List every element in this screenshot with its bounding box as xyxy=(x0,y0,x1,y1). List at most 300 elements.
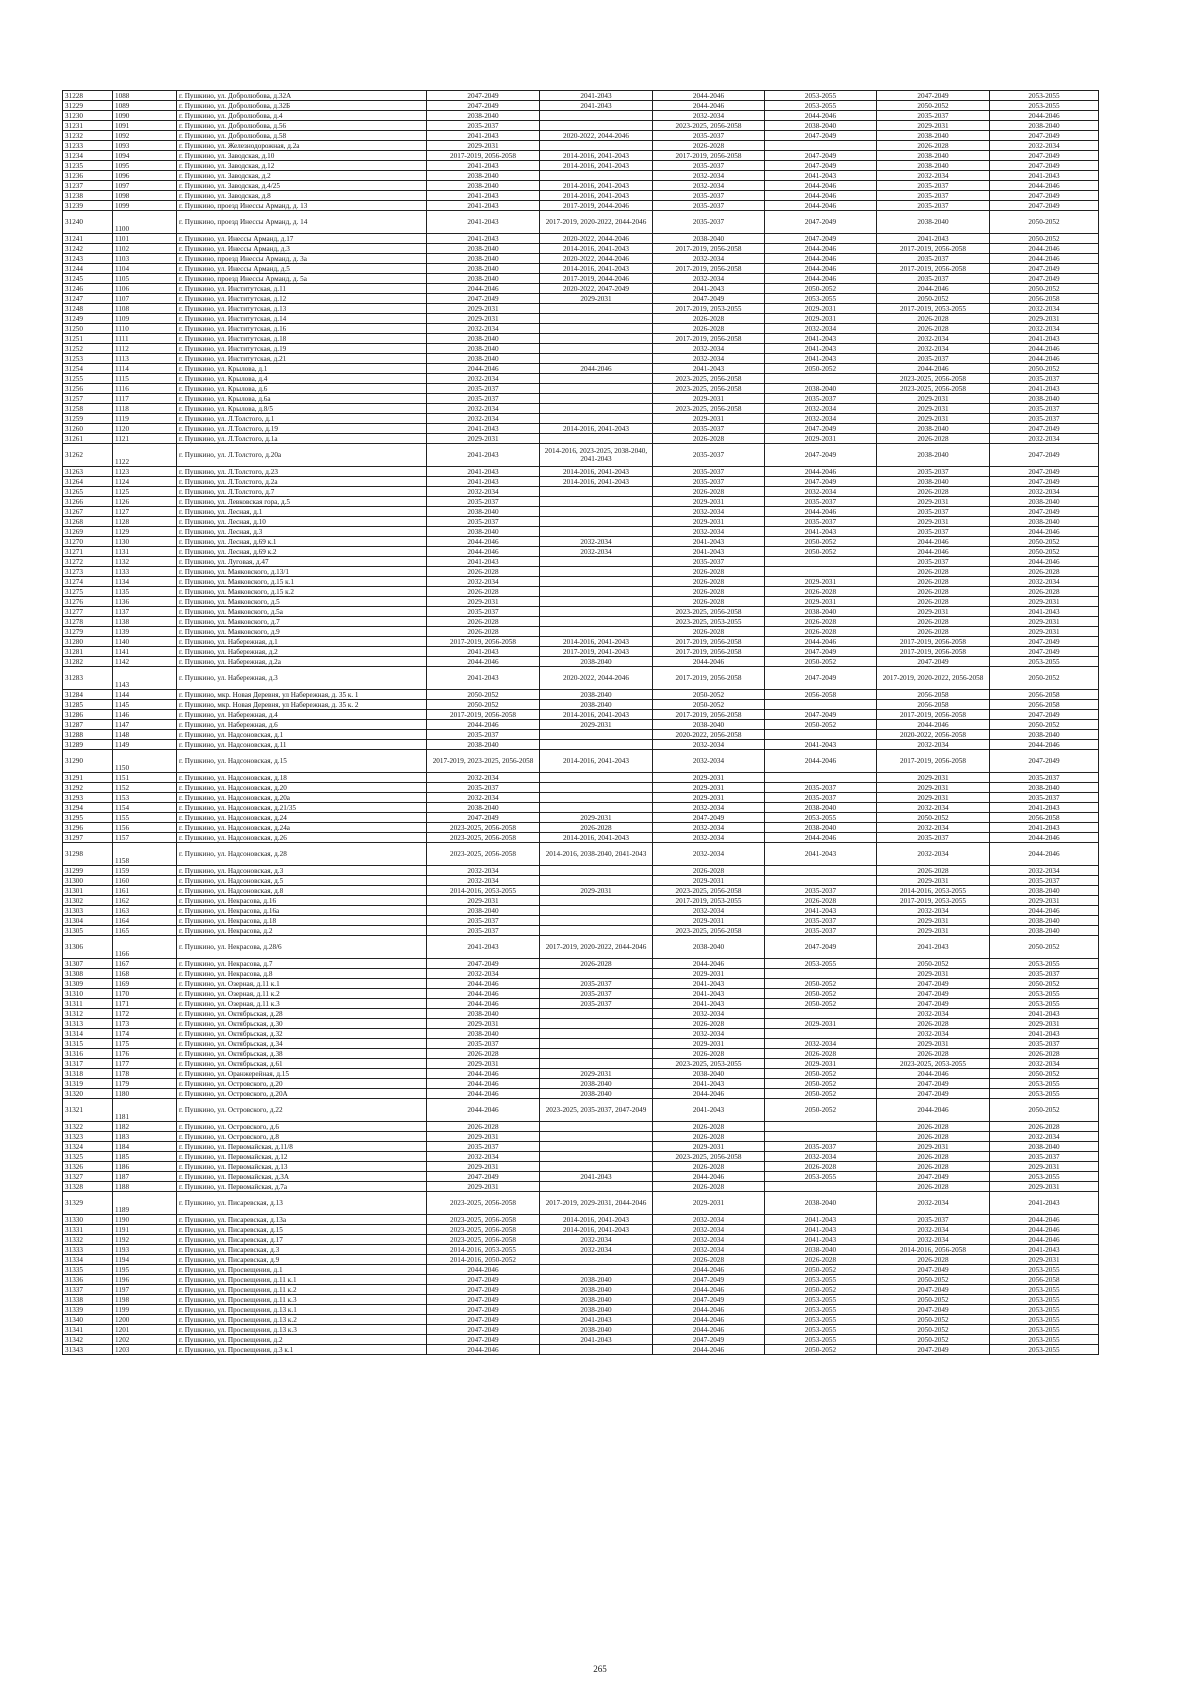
table-cell: 2041-2043 xyxy=(427,234,540,244)
table-cell: 2041-2043 xyxy=(653,537,765,547)
table-cell: 2053-2055 xyxy=(990,1335,1099,1345)
table-cell: 31334 xyxy=(63,1255,113,1265)
table-cell: г. Пушкино, ул. Крылова, д.8/5 xyxy=(177,404,427,414)
table-cell: 1173 xyxy=(113,1019,177,1029)
table-cell: 31281 xyxy=(63,647,113,657)
table-cell: 2017-2019, 2056-2058 xyxy=(877,244,990,254)
table-cell: г. Пушкино, ул. Оранжерейная, д.15 xyxy=(177,1069,427,1079)
table-row xyxy=(63,710,1099,720)
table-row xyxy=(63,1152,1099,1162)
table-cell: 31269 xyxy=(63,527,113,537)
table-row xyxy=(63,1089,1099,1099)
table-cell: 1163 xyxy=(113,906,177,916)
table-cell xyxy=(765,876,877,886)
table-cell: 2047-2049 xyxy=(653,1335,765,1345)
table-body xyxy=(63,91,1099,1355)
table-cell: 2047-2049 xyxy=(990,444,1099,467)
table-cell: 2032-2034 xyxy=(427,414,540,424)
table-cell: 2026-2028 xyxy=(877,434,990,444)
table-row xyxy=(63,1315,1099,1325)
table-cell: 2038-2040 xyxy=(990,926,1099,936)
table-cell: 2032-2034 xyxy=(653,833,765,843)
table-cell: 2041-2043 xyxy=(990,1009,1099,1019)
table-cell: 1133 xyxy=(113,567,177,577)
table-cell: 2050-2052 xyxy=(877,1315,990,1325)
table-cell: 1122 xyxy=(113,444,177,467)
table-cell: 2044-2046 xyxy=(427,284,540,294)
table-cell: 1174 xyxy=(113,1029,177,1039)
table-cell: 2032-2034 xyxy=(765,414,877,424)
table-cell: г. Пушкино, ул. Островского, д.22 xyxy=(177,1099,427,1122)
table-cell xyxy=(765,1029,877,1039)
table-cell: 2038-2040 xyxy=(765,384,877,394)
table-cell: 31309 xyxy=(63,979,113,989)
table-cell xyxy=(540,1182,653,1192)
table-cell: 2053-2055 xyxy=(765,294,877,304)
table-cell: 31228 xyxy=(63,91,113,101)
table-cell: 2038-2040 xyxy=(653,1069,765,1079)
table-cell: 2029-2031 xyxy=(765,597,877,607)
table-cell: 2044-2046 xyxy=(765,111,877,121)
table-cell: 2044-2046 xyxy=(653,91,765,101)
table-cell: г. Пушкино, ул. Писаревская, д.3 xyxy=(177,1245,427,1255)
table-cell: 2035-2037 xyxy=(653,424,765,434)
table-cell: 2041-2043 xyxy=(427,936,540,959)
table-cell xyxy=(540,587,653,597)
table-cell: г. Пушкино, ул. Озерная, д.11 к.3 xyxy=(177,999,427,1009)
table-cell: 2044-2046 xyxy=(653,1285,765,1295)
table-cell: 2041-2043 xyxy=(765,334,877,344)
table-cell: 2029-2031 xyxy=(877,607,990,617)
table-cell: 2032-2034 xyxy=(540,547,653,557)
table-cell: г. Пушкино, ул. Институтская, д.21 xyxy=(177,354,427,364)
table-cell: 2038-2040 xyxy=(540,1079,653,1089)
table-cell: 1198 xyxy=(113,1295,177,1305)
table-cell: 2014-2016, 2041-2043 xyxy=(540,1215,653,1225)
table-cell: 2038-2040 xyxy=(990,730,1099,740)
table-cell: 2029-2031 xyxy=(653,1192,765,1215)
table-row xyxy=(63,813,1099,823)
table-cell: 2038-2040 xyxy=(990,916,1099,926)
table-cell: 2044-2046 xyxy=(765,507,877,517)
table-cell: 2050-2052 xyxy=(765,537,877,547)
table-cell: 2029-2031 xyxy=(990,627,1099,637)
table-cell: 2035-2037 xyxy=(765,783,877,793)
table-cell: 1144 xyxy=(113,690,177,700)
table-cell: 1105 xyxy=(113,274,177,284)
table-cell: 1131 xyxy=(113,547,177,557)
table-cell: 2035-2037 xyxy=(877,527,990,537)
table-cell: 2035-2037 xyxy=(877,111,990,121)
table-cell: 1127 xyxy=(113,507,177,517)
table-cell: 1093 xyxy=(113,141,177,151)
table-cell: 2017-2019, 2023-2025, 2056-2058 xyxy=(427,750,540,773)
table-cell: 2050-2052 xyxy=(765,657,877,667)
table-cell: 2029-2031 xyxy=(877,1142,990,1152)
table-cell: 2047-2049 xyxy=(653,294,765,304)
table-cell: 31300 xyxy=(63,876,113,886)
table-cell: 2017-2019, 2056-2058 xyxy=(427,637,540,647)
table-cell: 2050-2052 xyxy=(765,1089,877,1099)
table-cell: 2044-2046 xyxy=(990,557,1099,567)
table-cell: 2029-2031 xyxy=(765,577,877,587)
table-cell: 2047-2049 xyxy=(427,1335,540,1345)
table-cell: 1128 xyxy=(113,517,177,527)
table-cell: г. Пушкино, ул. Надсоновская, д.21/35 xyxy=(177,803,427,813)
table-cell: 2044-2046 xyxy=(877,547,990,557)
table-cell: 2050-2052 xyxy=(990,537,1099,547)
table-cell: 2038-2040 xyxy=(877,211,990,234)
table-cell: 2023-2025, 2053-2055 xyxy=(653,617,765,627)
table-cell: 31301 xyxy=(63,886,113,896)
table-row xyxy=(63,1325,1099,1335)
table-cell: 2044-2046 xyxy=(990,906,1099,916)
table-cell: 1185 xyxy=(113,1152,177,1162)
table-cell: 31312 xyxy=(63,1009,113,1019)
table-cell xyxy=(765,557,877,567)
table-cell: 2050-2052 xyxy=(765,1265,877,1275)
table-cell: 2038-2040 xyxy=(877,151,990,161)
table-cell: г. Пушкино, ул. Лесная, д.3 xyxy=(177,527,427,537)
table-cell: г. Пушкино, ул. Л.Толстого, д.1 xyxy=(177,414,427,424)
table-cell: 2020-2022, 2044-2046 xyxy=(540,254,653,264)
table-cell: 2044-2046 xyxy=(427,1099,540,1122)
table-cell: 2026-2028 xyxy=(653,567,765,577)
table-cell: 1096 xyxy=(113,171,177,181)
table-cell: 2050-2052 xyxy=(427,690,540,700)
table-cell: 2032-2034 xyxy=(427,773,540,783)
table-cell: г. Пушкино, ул. Островского, д.6 xyxy=(177,1122,427,1132)
table-cell: 2050-2052 xyxy=(990,936,1099,959)
table-cell: 2032-2034 xyxy=(653,803,765,813)
table-cell: 2032-2034 xyxy=(653,274,765,284)
table-cell: 2044-2046 xyxy=(765,244,877,254)
table-cell: г. Пушкино, ул. Маяковского, д.5 xyxy=(177,597,427,607)
table-cell: 2050-2052 xyxy=(990,211,1099,234)
table-row xyxy=(63,690,1099,700)
table-cell: 2047-2049 xyxy=(653,813,765,823)
table-row xyxy=(63,597,1099,607)
table-row xyxy=(63,111,1099,121)
table-cell: 2047-2049 xyxy=(427,959,540,969)
table-cell: 1094 xyxy=(113,151,177,161)
table-cell: 1142 xyxy=(113,657,177,667)
table-cell: г. Пушкино, ул. Инессы Арманд, д.3 xyxy=(177,244,427,254)
table-cell: 31316 xyxy=(63,1049,113,1059)
table-cell: 2017-2019, 2056-2058 xyxy=(653,647,765,657)
table-cell: 2032-2034 xyxy=(427,324,540,334)
table-cell: 31331 xyxy=(63,1225,113,1235)
table-cell: 2029-2031 xyxy=(653,497,765,507)
table-cell: 31249 xyxy=(63,314,113,324)
table-cell: 2038-2040 xyxy=(427,334,540,344)
table-cell: 2032-2034 xyxy=(990,487,1099,497)
table-cell: 2026-2028 xyxy=(427,617,540,627)
table-cell: 2047-2049 xyxy=(877,999,990,1009)
table-cell: г. Пушкино, ул. Надсоновская, д.26 xyxy=(177,833,427,843)
table-cell: 2053-2055 xyxy=(765,1305,877,1315)
table-cell: 2041-2043 xyxy=(427,557,540,567)
table-cell: 31336 xyxy=(63,1275,113,1285)
table-cell: г. Пушкино, ул. Октябрьская, д.32 xyxy=(177,1029,427,1039)
table-row xyxy=(63,557,1099,567)
table-cell: 1132 xyxy=(113,557,177,567)
table-row xyxy=(63,1019,1099,1029)
table-cell: 2032-2034 xyxy=(653,1225,765,1235)
table-cell: 2035-2037 xyxy=(877,507,990,517)
table-cell: 31335 xyxy=(63,1265,113,1275)
table-cell: г. Пушкино, проезд Инессы Арманд, д. 14 xyxy=(177,211,427,234)
table-cell: г. Пушкино, ул. Надсоновская, д.18 xyxy=(177,773,427,783)
table-row xyxy=(63,959,1099,969)
table-cell: 31231 xyxy=(63,121,113,131)
table-cell: 2023-2025, 2056-2058 xyxy=(427,1225,540,1235)
table-cell: 2047-2049 xyxy=(765,477,877,487)
table-cell: 1179 xyxy=(113,1079,177,1089)
table-cell: 1160 xyxy=(113,876,177,886)
table-cell: 2038-2040 xyxy=(765,1192,877,1215)
table-cell: 1188 xyxy=(113,1182,177,1192)
table-cell: 2047-2049 xyxy=(990,750,1099,773)
table-cell: 2014-2016, 2023-2025, 2038-2040, 2041-2043 xyxy=(540,444,653,467)
table-cell: г. Пушкино, ул. Крылова, д.6 xyxy=(177,384,427,394)
table-cell: 31236 xyxy=(63,171,113,181)
table-cell: 2038-2040 xyxy=(540,690,653,700)
table-row xyxy=(63,823,1099,833)
table-cell: 1135 xyxy=(113,587,177,597)
table-cell: 2035-2037 xyxy=(765,394,877,404)
table-cell: 31329 xyxy=(63,1192,113,1215)
table-cell: г. Пушкино, ул. Просвещения, д.13 к.3 xyxy=(177,1325,427,1335)
table-cell xyxy=(765,700,877,710)
table-cell: 2044-2046 xyxy=(765,264,877,274)
table-cell: 31307 xyxy=(63,959,113,969)
table-cell: 2029-2031 xyxy=(877,876,990,886)
table-cell: 2041-2043 xyxy=(765,171,877,181)
table-cell: 1141 xyxy=(113,647,177,657)
table-cell: 2017-2019, 2053-2055 xyxy=(877,304,990,314)
table-row xyxy=(63,364,1099,374)
table-cell: 2047-2049 xyxy=(765,647,877,657)
table-cell: г. Пушкино, ул. Просвещения, д.11 к.1 xyxy=(177,1275,427,1285)
table-cell: 2026-2028 xyxy=(427,587,540,597)
table-cell: 2032-2034 xyxy=(765,1152,877,1162)
table-row xyxy=(63,783,1099,793)
table-cell: 31264 xyxy=(63,477,113,487)
table-cell: 2041-2043 xyxy=(765,1225,877,1235)
table-cell: 2041-2043 xyxy=(765,1235,877,1245)
table-cell: 2047-2049 xyxy=(427,1295,540,1305)
table-cell: 2032-2034 xyxy=(877,171,990,181)
table-cell: 2026-2028 xyxy=(877,627,990,637)
table-cell: 2017-2019, 2056-2058 xyxy=(877,710,990,720)
table-cell: 2041-2043 xyxy=(990,1245,1099,1255)
table-cell: 1202 xyxy=(113,1335,177,1345)
table-cell: 2047-2049 xyxy=(877,1089,990,1099)
table-cell: 2029-2031 xyxy=(427,1019,540,1029)
table-cell: 2032-2034 xyxy=(653,527,765,537)
table-row xyxy=(63,1285,1099,1295)
table-cell: 2026-2028 xyxy=(653,866,765,876)
table-cell: 2035-2037 xyxy=(765,497,877,507)
table-cell: 31265 xyxy=(63,487,113,497)
table-cell: 1166 xyxy=(113,936,177,959)
table-cell: 2044-2046 xyxy=(427,547,540,557)
table-cell: 2026-2028 xyxy=(653,1122,765,1132)
table-cell: 2029-2031 xyxy=(877,1039,990,1049)
table-cell: 2026-2028 xyxy=(427,1122,540,1132)
table-row xyxy=(63,1235,1099,1245)
table-cell: 31271 xyxy=(63,547,113,557)
table-cell: 2026-2028 xyxy=(540,959,653,969)
table-cell: 2047-2049 xyxy=(765,710,877,720)
table-cell: 2035-2037 xyxy=(990,793,1099,803)
table-cell: 2026-2028 xyxy=(653,1019,765,1029)
table-cell: 1137 xyxy=(113,607,177,617)
table-cell: 2035-2037 xyxy=(653,161,765,171)
table-cell: 1158 xyxy=(113,843,177,866)
table-cell: 1157 xyxy=(113,833,177,843)
table-cell: г. Пушкино, ул. Добролюбова, д.56 xyxy=(177,121,427,131)
table-cell xyxy=(540,1132,653,1142)
table-cell: 2044-2046 xyxy=(990,244,1099,254)
table-cell: 2041-2043 xyxy=(990,334,1099,344)
table-cell: 2050-2052 xyxy=(990,667,1099,690)
table-cell: 2056-2058 xyxy=(765,690,877,700)
table-cell: 2053-2055 xyxy=(990,1285,1099,1295)
table-cell: 2038-2040 xyxy=(877,424,990,434)
table-cell: 31282 xyxy=(63,657,113,667)
table-cell xyxy=(540,394,653,404)
table-cell: 2029-2031 xyxy=(653,793,765,803)
table-cell: 2029-2031 xyxy=(427,1132,540,1142)
table-cell: 2026-2028 xyxy=(427,567,540,577)
table-cell: 2041-2043 xyxy=(653,999,765,1009)
table-cell: 31333 xyxy=(63,1245,113,1255)
table-cell: 2038-2040 xyxy=(653,720,765,730)
table-cell: 1154 xyxy=(113,803,177,813)
table-cell: 1146 xyxy=(113,710,177,720)
table-cell xyxy=(540,404,653,414)
table-cell: г. Пушкино, ул. Железнодорожная, д.2а xyxy=(177,141,427,151)
table-cell: 2026-2028 xyxy=(427,1049,540,1059)
table-cell xyxy=(540,906,653,916)
table-cell: 2032-2034 xyxy=(990,434,1099,444)
table-cell: 2038-2040 xyxy=(427,740,540,750)
table-cell: 2026-2028 xyxy=(877,597,990,607)
table-cell: 2038-2040 xyxy=(427,264,540,274)
table-cell: 1106 xyxy=(113,284,177,294)
table-cell: 2032-2034 xyxy=(427,876,540,886)
table-cell: г. Пушкино, ул. Крылова, д.1 xyxy=(177,364,427,374)
table-cell: 2026-2028 xyxy=(877,1122,990,1132)
table-cell: 1134 xyxy=(113,577,177,587)
table-cell: 2035-2037 xyxy=(765,886,877,896)
table-cell: 31327 xyxy=(63,1172,113,1182)
table-cell: 31256 xyxy=(63,384,113,394)
table-cell: 2038-2040 xyxy=(877,477,990,487)
table-cell: 2029-2031 xyxy=(540,720,653,730)
table-row xyxy=(63,374,1099,384)
table-cell: 2047-2049 xyxy=(427,1172,540,1182)
table-cell: г. Пушкино, ул. Писаревская, д.17 xyxy=(177,1235,427,1245)
table-cell: 2032-2034 xyxy=(653,344,765,354)
table-row xyxy=(63,926,1099,936)
table-row xyxy=(63,467,1099,477)
table-cell: 31251 xyxy=(63,334,113,344)
table-cell: 2032-2034 xyxy=(653,750,765,773)
table-cell xyxy=(540,607,653,617)
table-cell: 2044-2046 xyxy=(653,1172,765,1182)
table-row xyxy=(63,1225,1099,1235)
table-cell: г. Пушкино, ул. Надсоновская, д.3 xyxy=(177,866,427,876)
table-cell: 2047-2049 xyxy=(877,1285,990,1295)
table-cell: 31238 xyxy=(63,191,113,201)
table-cell: 2029-2031 xyxy=(990,1162,1099,1172)
table-cell: г. Пушкино, ул. Крылова, д.6а xyxy=(177,394,427,404)
table-cell: 2014-2016, 2041-2043 xyxy=(540,151,653,161)
table-cell: 2029-2031 xyxy=(653,414,765,424)
table-cell: 2044-2046 xyxy=(765,274,877,284)
table-cell xyxy=(765,141,877,151)
table-cell: 2032-2034 xyxy=(427,374,540,384)
table-cell: 2032-2034 xyxy=(877,1225,990,1235)
table-cell: 1119 xyxy=(113,414,177,424)
table-cell xyxy=(540,111,653,121)
table-cell: г. Пушкино, ул. Набережная, д.2 xyxy=(177,647,427,657)
table-cell: 2044-2046 xyxy=(765,833,877,843)
table-cell: 2047-2049 xyxy=(765,161,877,171)
table-cell: 31229 xyxy=(63,101,113,111)
table-cell: 2047-2049 xyxy=(990,424,1099,434)
table-cell: 2041-2043 xyxy=(765,527,877,537)
table-cell: 2029-2031 xyxy=(877,121,990,131)
table-cell: 1190 xyxy=(113,1215,177,1225)
table-cell: 31323 xyxy=(63,1132,113,1142)
table-cell: 2032-2034 xyxy=(427,487,540,497)
table-cell: 2047-2049 xyxy=(990,151,1099,161)
table-cell: 2017-2019, 2056-2058 xyxy=(877,264,990,274)
table-cell: 1169 xyxy=(113,979,177,989)
table-cell: 2041-2043 xyxy=(653,364,765,374)
table-cell: 2014-2016, 2041-2043 xyxy=(540,710,653,720)
table-cell xyxy=(540,334,653,344)
table-cell: 2035-2037 xyxy=(877,201,990,211)
table-cell xyxy=(765,866,877,876)
table-row xyxy=(63,1069,1099,1079)
table-cell: г. Пушкино, ул. Писаревская, д.9 xyxy=(177,1255,427,1265)
table-cell: 31277 xyxy=(63,607,113,617)
table-cell: 2026-2028 xyxy=(653,314,765,324)
table-cell: 31341 xyxy=(63,1325,113,1335)
table-cell: 2047-2049 xyxy=(765,444,877,467)
table-cell: 1192 xyxy=(113,1235,177,1245)
table-cell: 1121 xyxy=(113,434,177,444)
table-cell: г. Пушкино, ул. Октябрьская, д.61 xyxy=(177,1059,427,1069)
table-cell: г. Пушкино, ул. Первомайская, д.7а xyxy=(177,1182,427,1192)
table-cell: 1203 xyxy=(113,1345,177,1355)
table-cell: 1097 xyxy=(113,181,177,191)
table-row xyxy=(63,517,1099,527)
table-cell: 2050-2052 xyxy=(990,1069,1099,1079)
table-cell: 2053-2055 xyxy=(990,1345,1099,1355)
table-cell: г. Пушкино, ул. Надсоновская, д.24а xyxy=(177,823,427,833)
table-cell: 31304 xyxy=(63,916,113,926)
table-cell: 2026-2028 xyxy=(765,1255,877,1265)
table-cell: 2017-2019, 2020-2022, 2044-2046 xyxy=(540,211,653,234)
table-cell: 2026-2028 xyxy=(877,567,990,577)
table-cell: г. Пушкино, ул. Просвещения, д.11 к.3 xyxy=(177,1295,427,1305)
